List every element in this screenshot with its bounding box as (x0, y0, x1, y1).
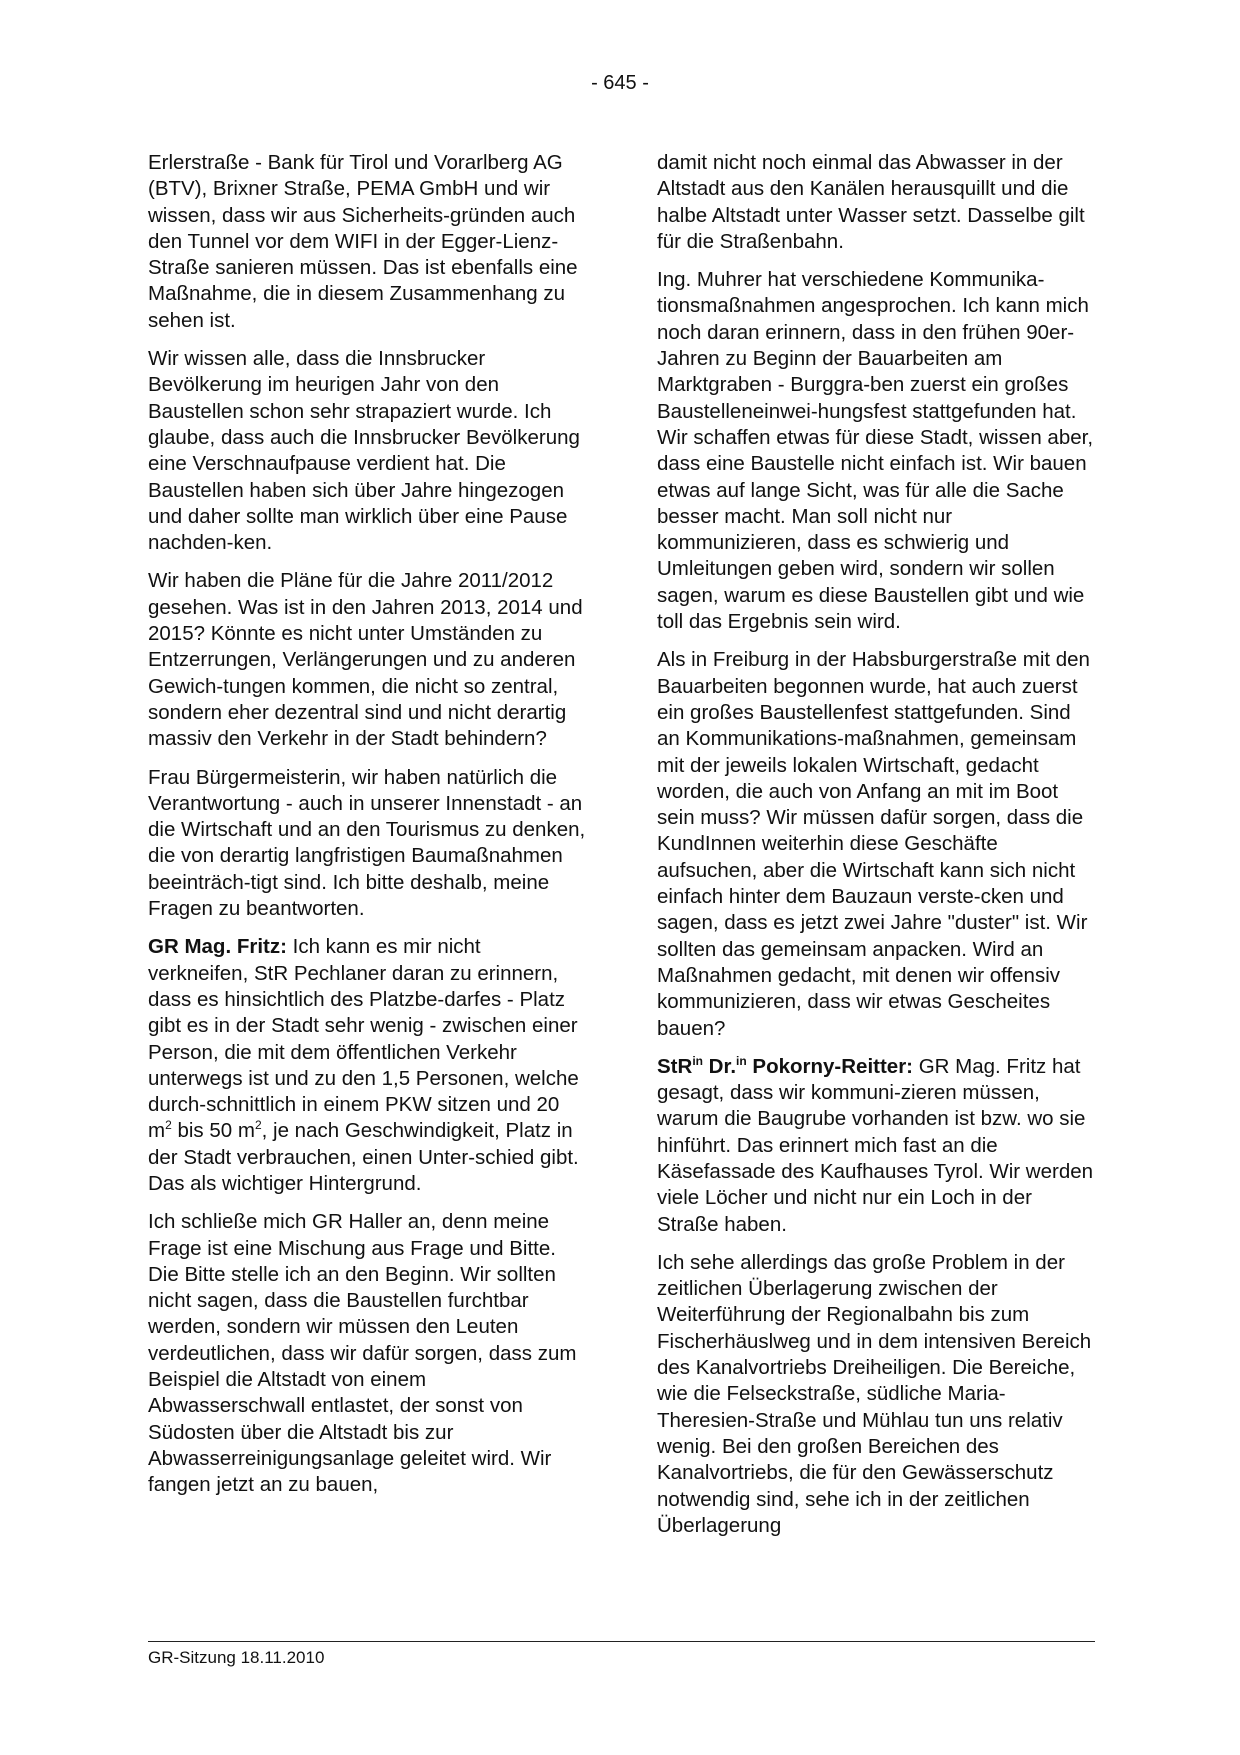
paragraph (657, 1054, 1095, 1238)
paragraph: Wir wissen alle, dass die Innsbrucker Bevölkerung im heurigen Jahr von den Baustellen schon sehr strapaziert wurde. Ich glaube, dass auch die Innsbrucker Bevölkerung eine Verschnaufpause verdient hat. Die Baustellen haben sich über Jahre hingezogen und daher sollte man wirklich über eine Pause nachden-ken. (148, 347, 580, 555)
paragraph: damit nicht noch einmal das Abwasser in der Altstadt aus den Kanälen herausquillt und die halbe Altstadt unter Wasser setzt. Dasselbe gilt für die Straßenbahn. (657, 151, 1085, 253)
speaker-title: StR (657, 1054, 693, 1078)
paragraph: Ich sehe allerdings das große Problem in der zeitlichen Überlagerung zwischen der Weiterführung der Regionalbahn bis zum Fischerhäuslweg und in dem intensiven Bereich des Kanalvortriebs Dreiheiligen. Die Bereiche, wie die Felseckstraße, südliche Maria-Theresien-Straße und Mühlau tun uns relativ wenig. Bei den großen Bereichen des Kanalvortriebs, die für den Gewässerschutz notwendig sind, sehe ich in der zeitlichen Überlagerung (657, 1250, 1092, 1537)
left-column (148, 150, 586, 1511)
speaker-surname: Pokorny-Reitter: (746, 1054, 914, 1078)
paragraph: Ich schließe mich GR Haller an, denn meine Frage ist eine Mischung aus Frage und Bitte. Die Bitte stelle ich an den Beginn. Wir sollten nicht sagen, dass die Baustellen furchtbar werden, sondern wir müssen den Leuten verdeutlichen, dass wir dafür sorgen, dass zum Beispiel die Altstadt von einem Abwasserschwall entlastet, der sonst von Südosten über die Altstadt bis zur Abwasserreinigungsanlage geleitet wird. Wir fangen jetzt an zu bauen, (148, 1210, 577, 1497)
right-column (657, 150, 1095, 1551)
speaker-name (657, 1055, 913, 1078)
speaker-name: GR Mag. Fritz: (148, 935, 287, 959)
paragraph: Als in Freiburg in der Habsburgerstraße mit den Bauarbeiten begonnen wurde, hat auch zuerst ein großes Baustellenfest stattgefunden. Sind an Kommunikations-maßnahmen, gemeinsam mit der jeweils lokalen Wirtschaft, gedacht worden, die auch von Anfang an mit im Boot sein muss? Wir müssen dafür sorgen, dass die KundInnen weiterhin diese Geschäfte aufsuchen, aber die Wirtschaft kann sich nicht einfach hinter dem Bauzaun verste-cken und sagen, dass es jetzt zwei Jahre "duster" ist. Wir sollten das gemeinsam anpacken. Wird an Maßnahmen gedacht, mit denen wir offensiv kommunizieren, dass wir etwas Gescheites bauen? (657, 648, 1090, 1040)
paragraph: Wir haben die Pläne für die Jahre 2011/2012 gesehen. Was ist in den Jahren 2013, 2014 und 2015? Könnte es nicht unter Umständen zu Entzerrungen, Verlängerungen und zu anderen Gewich-tungen kommen, die nicht so zentral, sondern eher dezentral sind und nicht derartig massiv den Verkehr in der Stadt behindern? (148, 569, 583, 751)
footer-session-date: GR-Sitzung 18.11.2010 (148, 1648, 325, 1667)
footer-divider (148, 1641, 1095, 1642)
superscript: 2 (254, 1118, 262, 1133)
paragraph-text: , je nach Geschwindigkeit, Platz in der Stadt verbrauchen, einen Unter-schied gibt. Das als wichtiger Hintergrund. (148, 1119, 579, 1195)
page-number: - 645 - (591, 72, 649, 94)
paragraph: Erlerstraße - Bank für Tirol und Vorarlberg AG (BTV), Brixner Straße, PEMA GmbH und wir wissen, dass wir aus Sicherheits-gründen auch den Tunnel vor dem WIFI in der Egger-Lienz-Straße sanieren müssen. Das ist ebenfalls eine Maßnahme, die in diesem Zusammenhang zu sehen ist. (148, 151, 578, 332)
speaker-title: Dr. (702, 1054, 737, 1078)
superscript: in (736, 1053, 747, 1068)
paragraph-text: bis 50 m (171, 1119, 255, 1143)
paragraph-text: Ich kann es mir nicht verkneifen, StR Pechlaner daran zu erinnern, dass es hinsichtlich des Platzbe-darfes - Platz gibt es in der Stadt sehr wenig - zwischen einer Person, die mit dem öffentlichen Verkehr unterwegs ist und zu den 1,5 Personen, welche durch-schnittlich in einem PKW sitzen und 20 m (148, 935, 579, 1143)
paragraph: Frau Bürgermeisterin, wir haben natürlich die Verantwortung - auch in unserer Innenstadt - an die Wirtschaft und an den Tourismus zu denken, die von derartig langfristigen Baumaßnahmen beeinträch-tigt sind. Ich bitte deshalb, meine Fragen zu beantworten. (148, 765, 586, 921)
superscript: 2 (165, 1118, 172, 1133)
paragraph: Ing. Muhrer hat verschiedene Kommunika-tionsmaßnahmen angesprochen. Ich kann mich noch daran erinnern, dass in den frühen 90er-Jahren zu Beginn der Bauarbeiten am Marktgraben - Burggra-ben zuerst ein großes Baustelleneinwei-hungsfest stattgefunden hat. Wir schaffen etwas für diese Stadt, wissen aber, dass eine Baustelle nicht einfach ist. Wir bauen etwas auf lange Sicht, was für alle die Sache besser macht. Man soll nicht nur kommunizieren, dass es schwierig und Umleitungen geben wird, sondern wir sollen sagen, warum es diese Baustellen gibt und wie toll das Ergebnis sein wird. (657, 268, 1094, 634)
paragraph (148, 934, 586, 1197)
paragraph-text: GR Mag. Fritz hat gesagt, dass wir kommuni-zieren müssen, warum die Baugrube vorhanden ist bzw. wo sie hinführt. Das erinnert mich fast an die Käsefassade des Kaufhauses Tyrol. Wir werden viele Löcher und nicht nur ein Loch in der Straße haben. (657, 1054, 1094, 1236)
superscript: in (692, 1053, 703, 1068)
